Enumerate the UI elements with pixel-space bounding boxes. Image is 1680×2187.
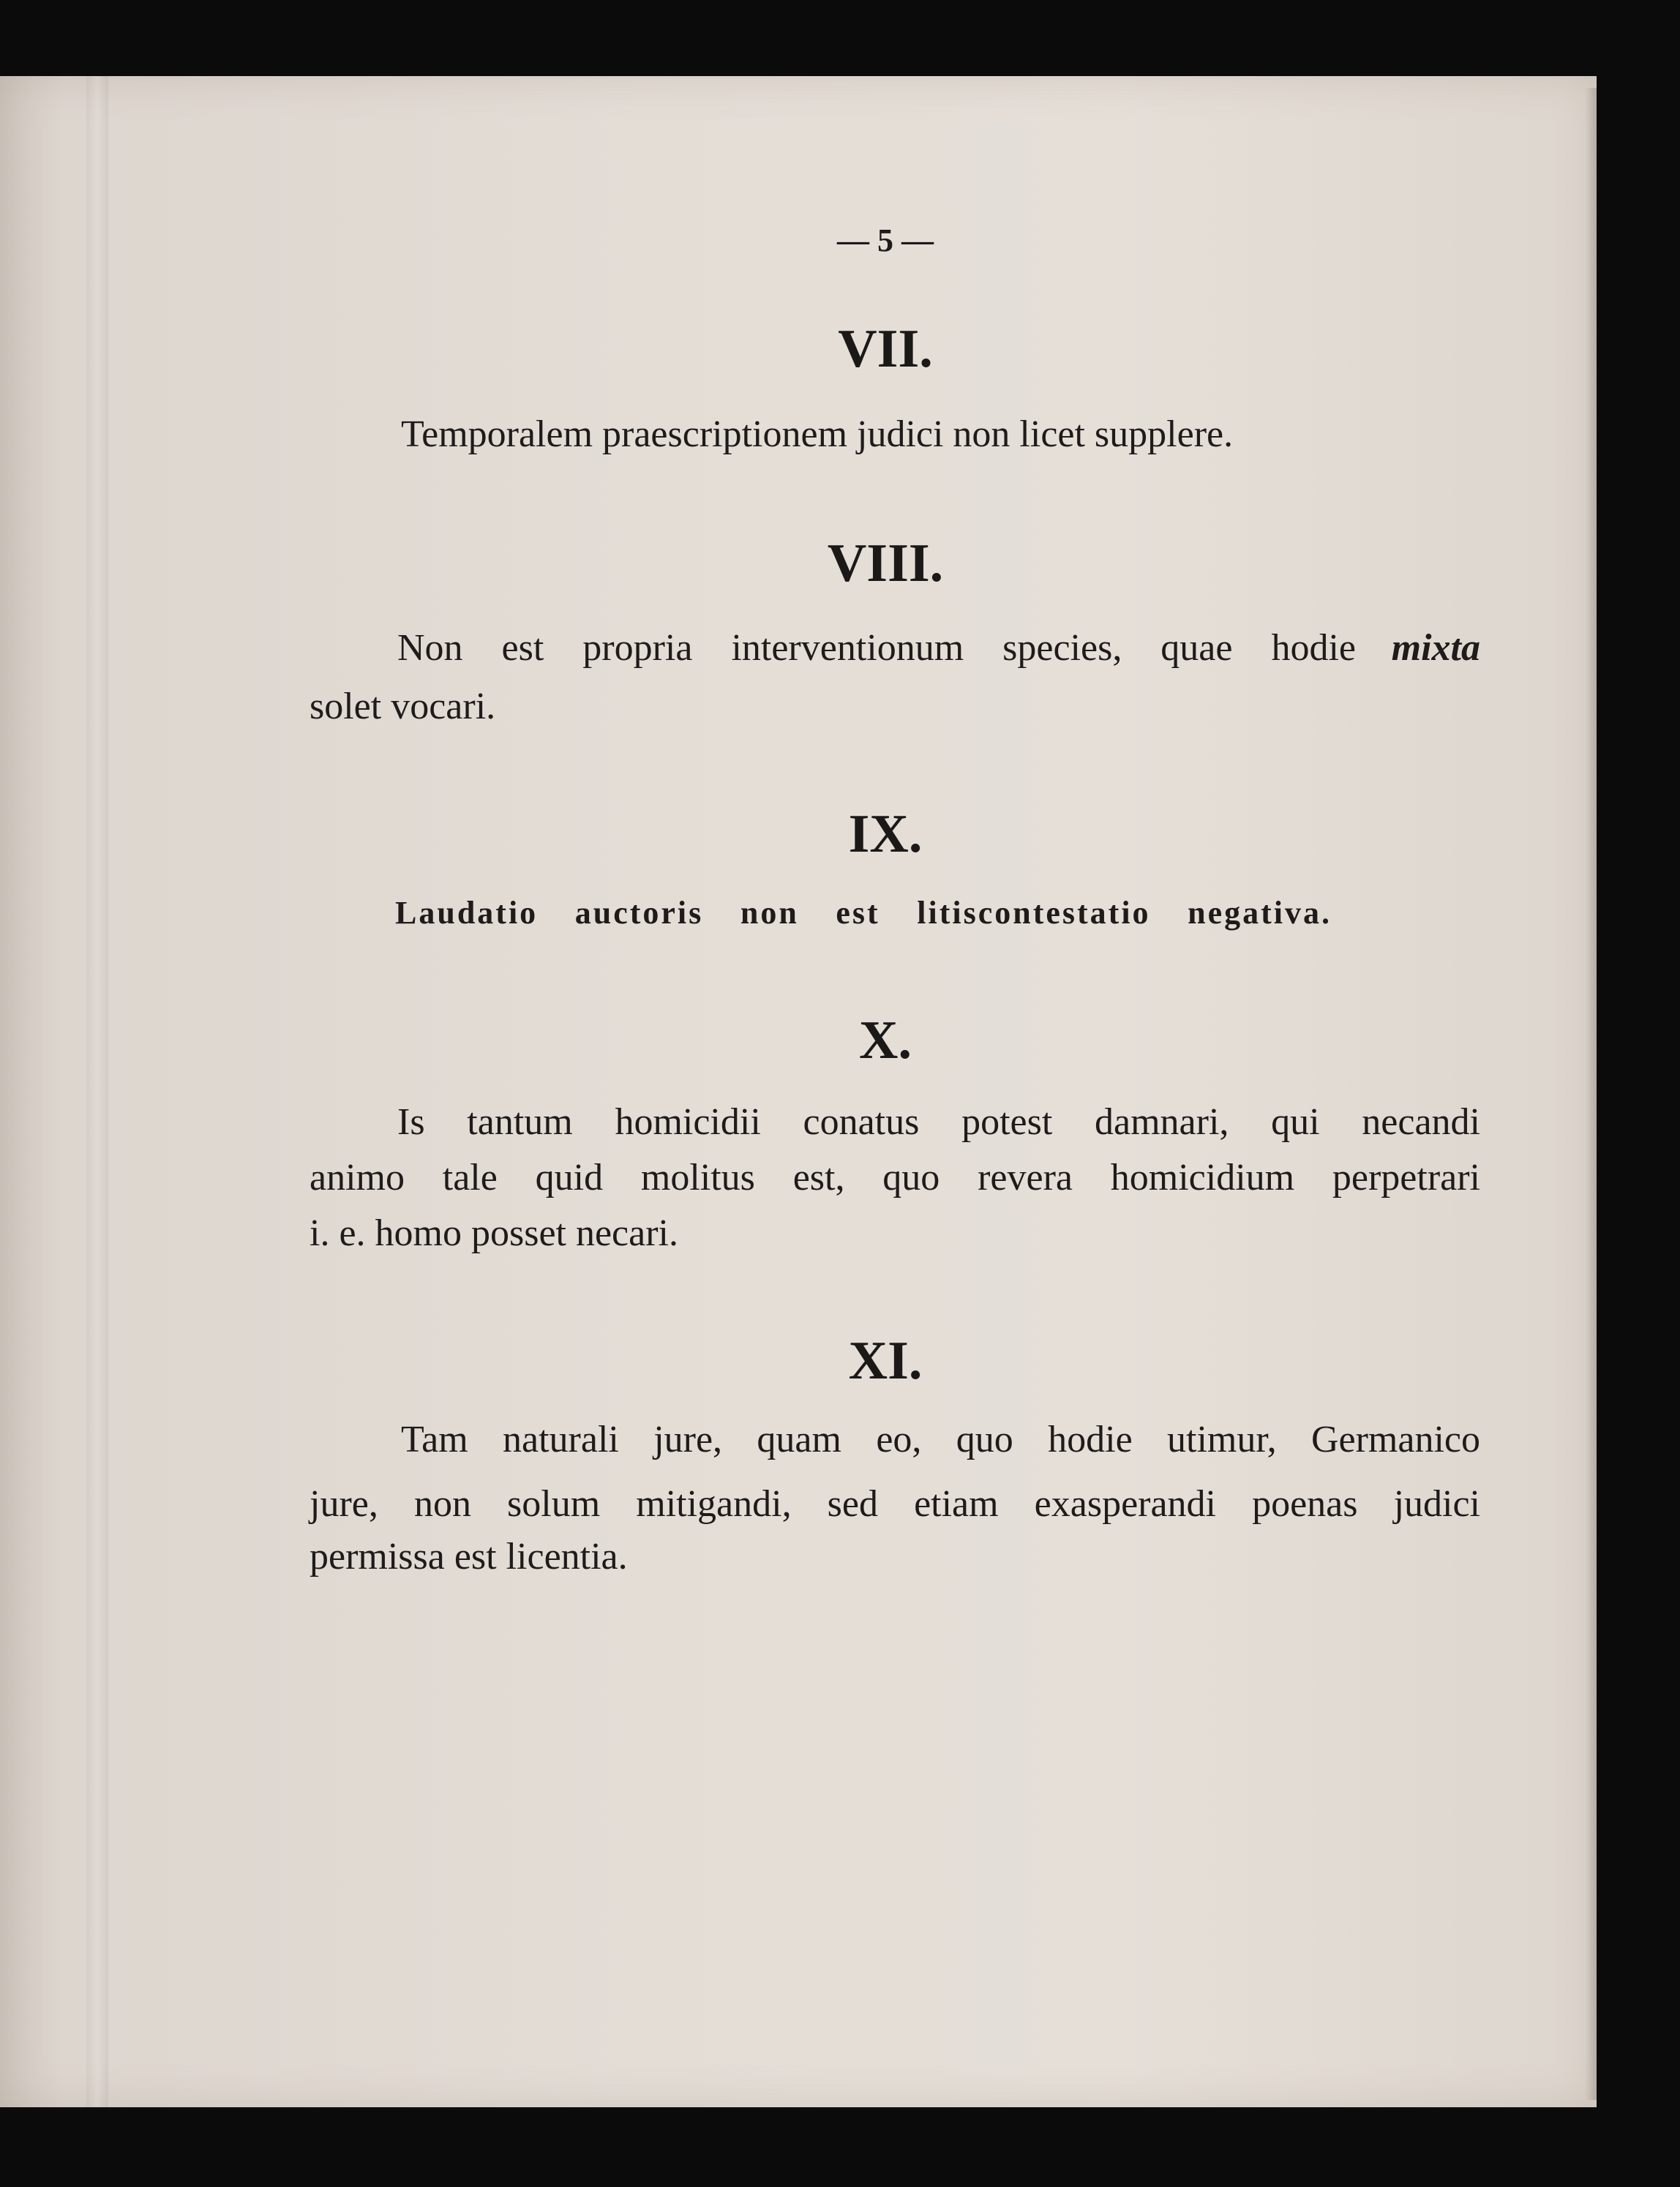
thesis-numeral: IX. [848, 804, 923, 864]
page-gutter [86, 76, 108, 2107]
thesis-line: Is tantum homicidii conatus potest damnari, qui necandi [397, 1101, 1480, 1143]
thesis-line: permissa est licentia. [310, 1536, 628, 1578]
thesis-line: animo tale quid molitus est, quo revera homicidium perpetrari [310, 1157, 1480, 1198]
thesis-numeral: X. [859, 1010, 912, 1070]
italic-term: mixta [1391, 627, 1480, 669]
thesis-line: Non est propria interventionum species, quae hodie [397, 627, 1356, 669]
thesis-line: Laudatio auctoris non est litiscontestatio negativa. [395, 895, 1332, 931]
thesis-line: Temporalem praescriptionem judici non licet supplere. [401, 413, 1234, 455]
thesis-numeral: XI. [848, 1331, 923, 1391]
thesis-line: jure, non solum mitigandi, sed etiam exasperandi poenas judici [310, 1483, 1480, 1525]
thesis-line: i. e. homo posset necari. [310, 1212, 678, 1254]
page-edge [1585, 88, 1597, 2100]
thesis-line: Tam naturali jure, quam eo, quo hodie utimur, Germanico [401, 1419, 1480, 1460]
thesis-line: solet vocari. [310, 686, 496, 727]
book-page [0, 76, 1597, 2107]
thesis-numeral: VIII. [827, 533, 944, 593]
page-number: — 5 — [837, 222, 934, 258]
thesis-numeral: VII. [838, 319, 933, 379]
